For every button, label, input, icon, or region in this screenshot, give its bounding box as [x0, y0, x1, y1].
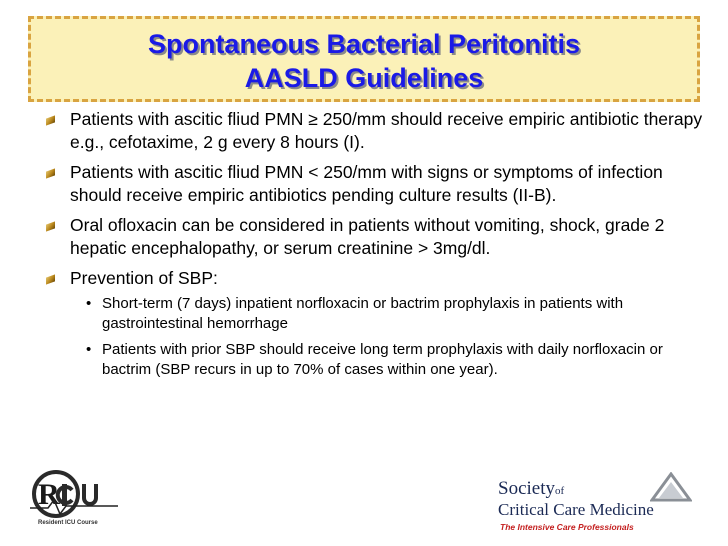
bullet-item [44, 161, 708, 207]
bullet-marker-icon [46, 221, 55, 231]
sub-bullet-text: Short-term (7 days) inpatient norfloxacin or bactrim prophylaxis in patients with gastrointestinal hemorrhage [102, 295, 624, 332]
sub-bullet-dot-icon: • [86, 295, 92, 312]
bullet-item [44, 108, 708, 154]
sccm-society-word: Society [498, 478, 555, 499]
ricu-logo [28, 470, 120, 534]
sccm-name-text: Critical Care Medicine [498, 500, 654, 519]
bullet-marker-icon [46, 115, 55, 125]
sccm-triangle-icon [650, 472, 692, 502]
sub-bullet-text: Patients with prior SBP should receive long term prophylaxis with daily norfloxacin or bactrim (SBP recurs in up to 70% of cases within one year). [102, 341, 663, 378]
sccm-society-text [498, 478, 564, 500]
ricu-logo-icon [28, 470, 120, 520]
sccm-logo [498, 472, 720, 534]
bullet-text: Prevention of SBP: [70, 268, 218, 288]
sub-bullet-dot-icon: • [86, 341, 92, 358]
bullet-marker-icon [46, 168, 55, 178]
sub-bullet-item [44, 340, 708, 380]
slide-content [44, 108, 708, 386]
bullet-item [44, 214, 708, 260]
bullet-item [44, 267, 708, 290]
slide-title-line2: AASLD Guidelines [244, 63, 484, 93]
ricu-tagline: Resident ICU Course [38, 520, 98, 526]
title-box [28, 16, 700, 102]
sccm-tagline: The Intensive Care Professionals [500, 522, 634, 532]
bullet-text: Patients with ascitic fliud PMN < 250/mm with signs or symptoms of infection should receive empiric antibiotics pending culture results (II-B). [70, 162, 663, 205]
sccm-of-word: of [555, 485, 565, 497]
bullet-text: Oral ofloxacin can be considered in patients without vomiting, shock, grade 2 hepatic encephalopathy, or serum creatinine > 3mg/dl. [70, 215, 665, 258]
slide-title-line1: Spontaneous Bacterial Peritonitis [147, 29, 581, 59]
bullet-text: Patients with ascitic fliud PMN ≥ 250/mm should receive empiric antibiotic therapy e.g., cefotaxime, 2 g every 8 hours (I). [70, 109, 703, 152]
bullet-marker-icon [46, 274, 55, 284]
slide-title [31, 27, 697, 95]
sub-bullet-item [44, 294, 708, 334]
svg-text:R: R [38, 478, 60, 511]
